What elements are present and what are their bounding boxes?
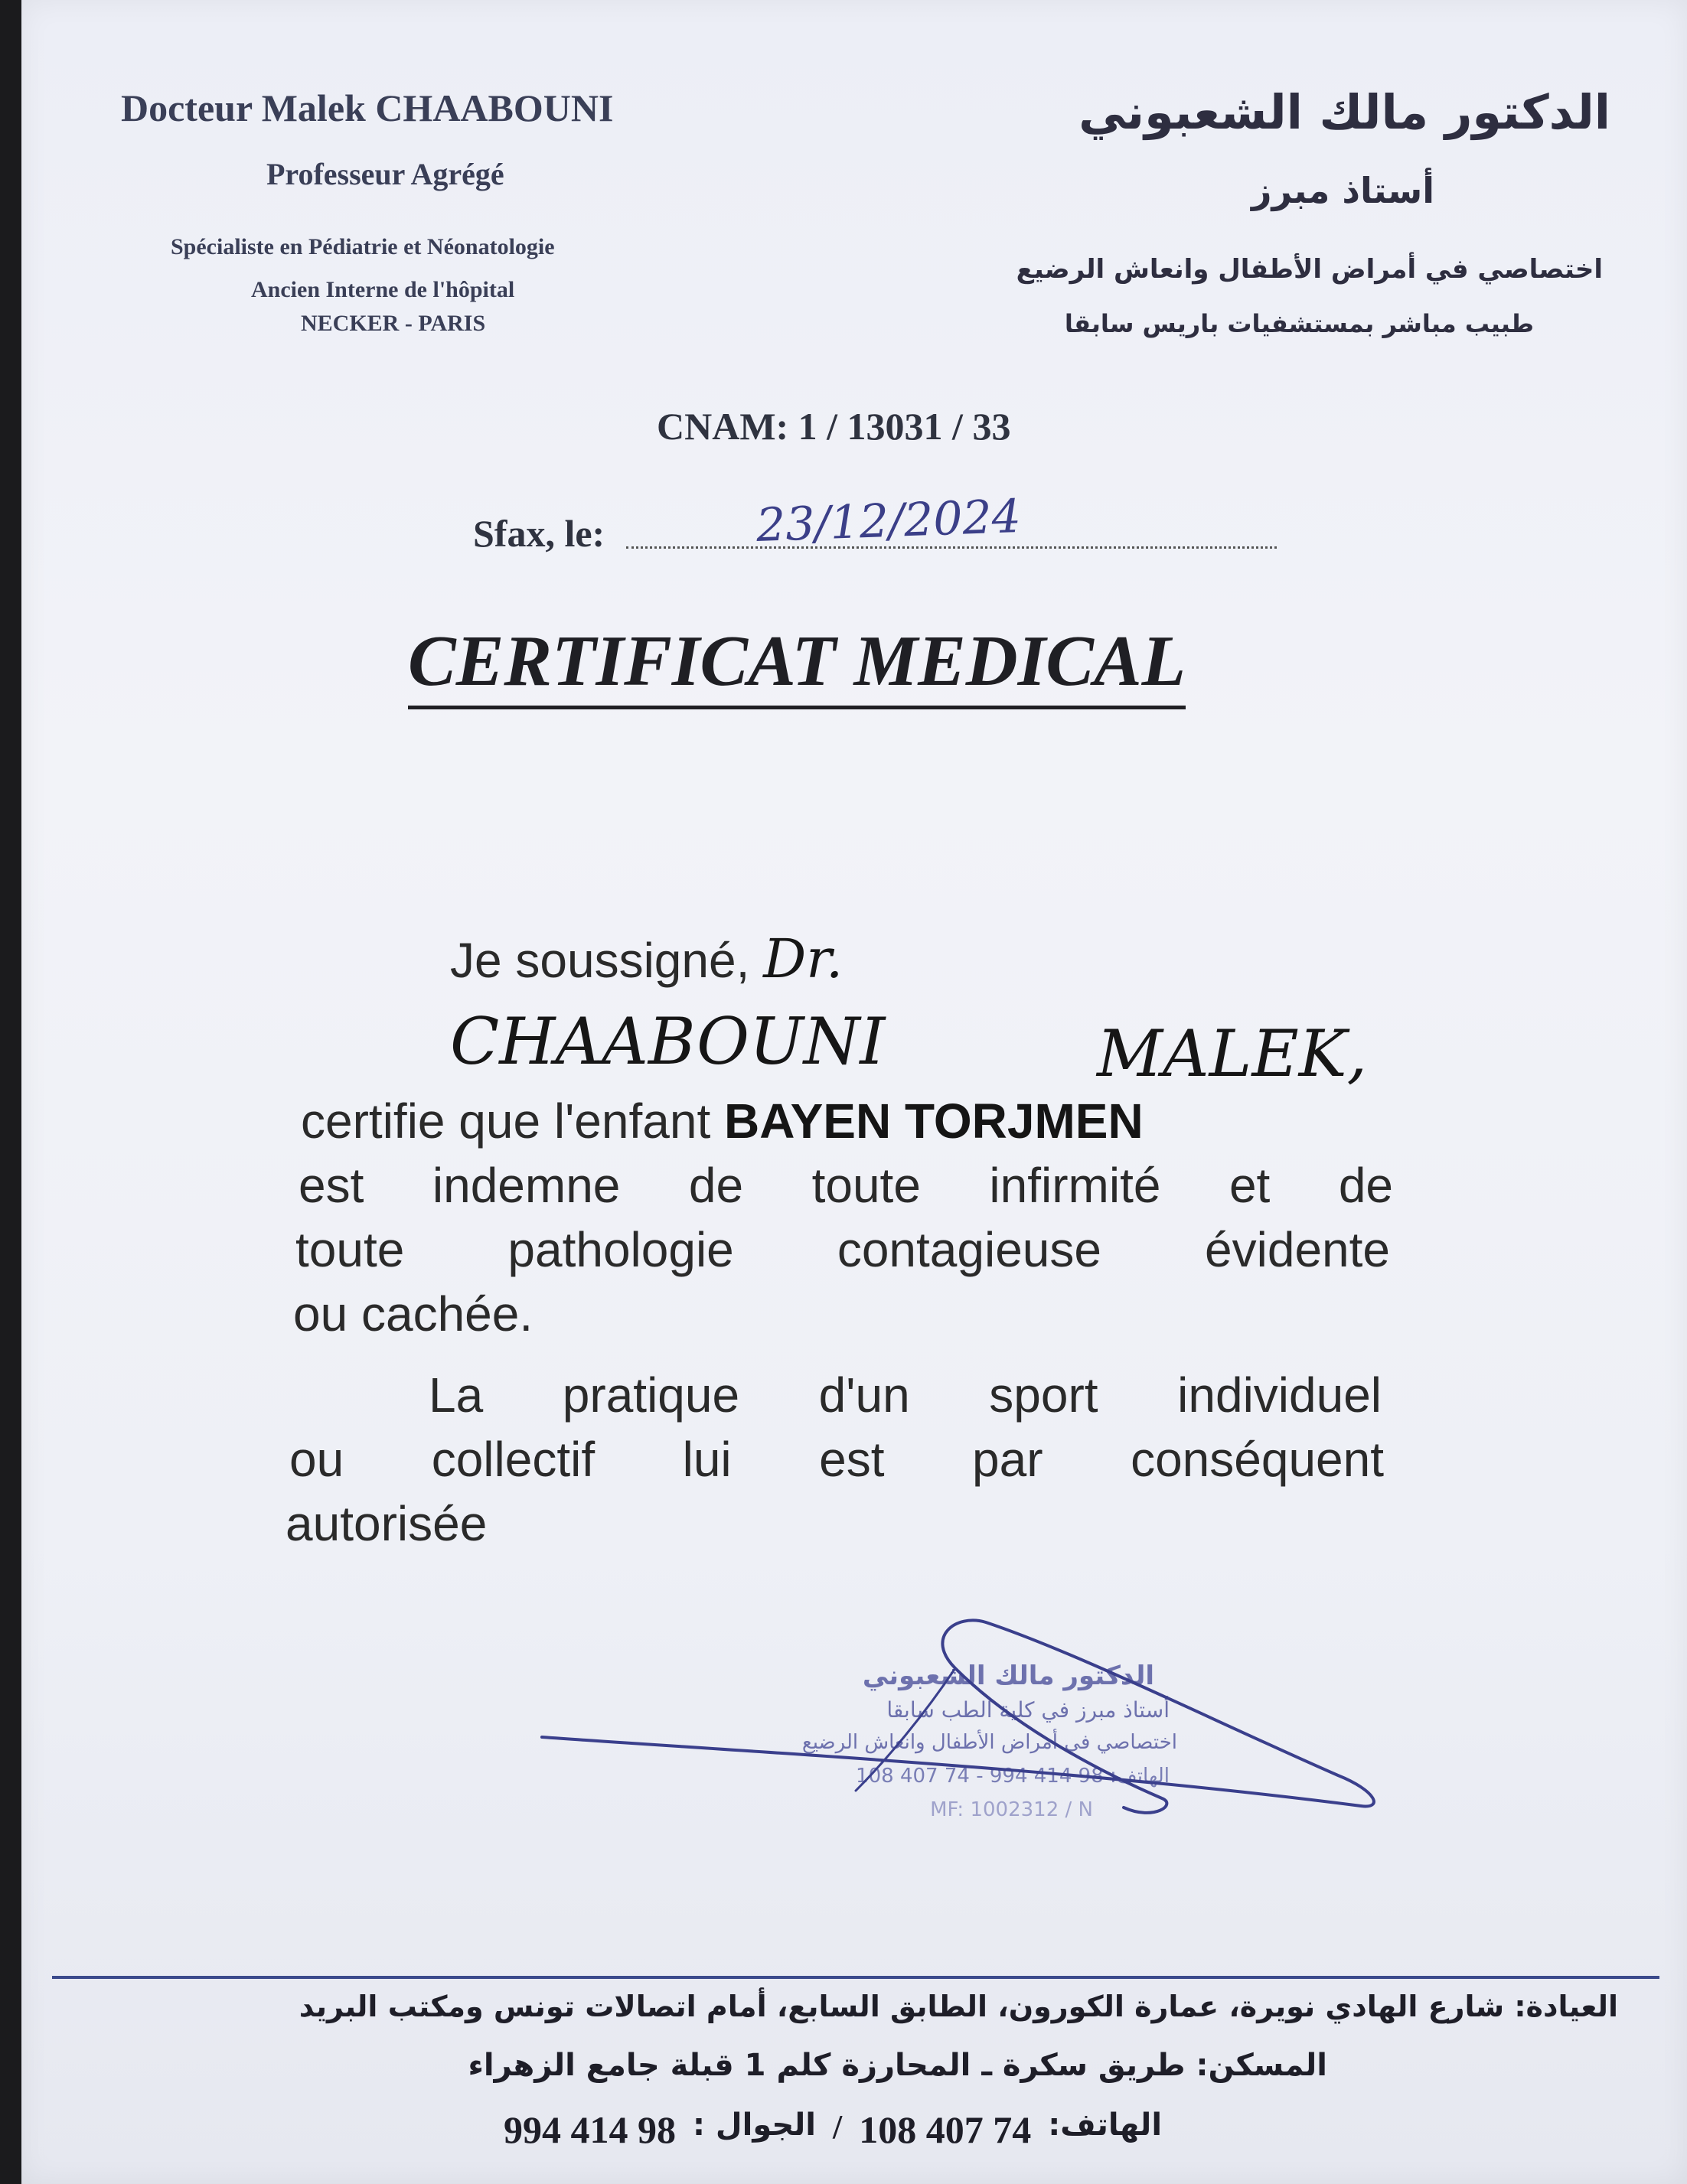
footer-phones: الهاتف: 74 407 108 / الجوال : 98 414 994 <box>504 2107 1163 2151</box>
body-line-4: ou cachée. <box>293 1286 534 1341</box>
doctor-name-ar: الدكتور مالك الشعبوني <box>1078 84 1610 140</box>
intro-text <box>450 927 843 990</box>
specialty-ar: اختصاصي في أمراض الأطفال وانعاش الرضيع <box>1016 254 1603 285</box>
doctor-title-ar: أستاذ مبرز <box>1251 170 1434 211</box>
certifie-text: certifie que l'enfant <box>301 1094 711 1149</box>
doctor-name-fr: Docteur Malek CHAABOUNI <box>121 86 614 129</box>
mobile-label: الجوال : <box>693 2107 816 2143</box>
phone-number-2: 98 414 994 <box>504 2108 676 2151</box>
child-name: BAYEN TORJMEN <box>724 1094 1144 1149</box>
certifie-line <box>301 1093 1144 1149</box>
phone-label: الهاتف: <box>1048 2107 1163 2143</box>
date-handwritten: 23/12/2024 <box>755 489 1022 553</box>
footer-home-address: المسكن: طريق سكرة ـ المحارزة كلم 1 قبلة جامع الزهراء <box>468 2048 1327 2083</box>
cnam-number: CNAM: 1 / 13031 / 33 <box>657 405 1011 448</box>
intro-phrase: Je soussigné, <box>450 933 750 988</box>
body-line-6: ou collectif lui est par conséquent <box>289 1432 1384 1487</box>
body-line-7: autorisée <box>286 1496 488 1551</box>
doctor-firstname: MALEK, <box>1097 1016 1368 1091</box>
stamp-line-4: الهاتف: 98 414 994 - 74 407 108 <box>856 1765 1170 1788</box>
dr-prefix: Dr. <box>763 927 844 990</box>
body-line-3: toute pathologie contagieuse évidente <box>295 1222 1390 1277</box>
phone-number-1: 74 407 108 <box>859 2108 1032 2151</box>
certificate-page <box>21 0 1687 2184</box>
body-line-2: est indemne de toute infirmité et de <box>299 1158 1393 1213</box>
specialty-fr: Spécialiste en Pédiatrie et Néonatologie <box>171 234 555 259</box>
stamp-line-2: أستاذ مبرز في كلية الطب سابقا <box>886 1697 1170 1723</box>
former-ar: طبيب مباشر بمستشفيات باريس سابقا <box>1064 309 1534 338</box>
footer-clinic-address: العيادة: شارع الهادي نويرة، عمارة الكورون، الطابق السابع، أمام اتصالات تونس ومكتب البريد <box>299 1990 1618 2023</box>
document-title: CERTIFICAT MEDICAL <box>408 620 1186 709</box>
hospital-fr: NECKER - PARIS <box>301 311 486 336</box>
stamp-line-1: الدكتور مالك الشعبوني <box>862 1661 1154 1691</box>
footer-rule <box>52 1976 1659 1979</box>
doctor-surname: CHAABOUNI <box>450 1004 886 1079</box>
former-intern-fr: Ancien Interne de l'hôpital <box>251 277 515 302</box>
stamp-line-5: MF: 1002312 / N <box>930 1798 1093 1821</box>
signature-scribble <box>527 1607 1415 1867</box>
doctor-title-fr: Professeur Agrégé <box>266 157 504 191</box>
date-label: Sfax, le: <box>473 512 605 555</box>
stamp-line-3: اختصاصي في أمراض الأطفال وانعاش الرضيع <box>801 1731 1177 1754</box>
body-line-5: La pratique d'un sport individuel <box>429 1367 1382 1423</box>
date-dotted-line <box>626 546 1277 549</box>
